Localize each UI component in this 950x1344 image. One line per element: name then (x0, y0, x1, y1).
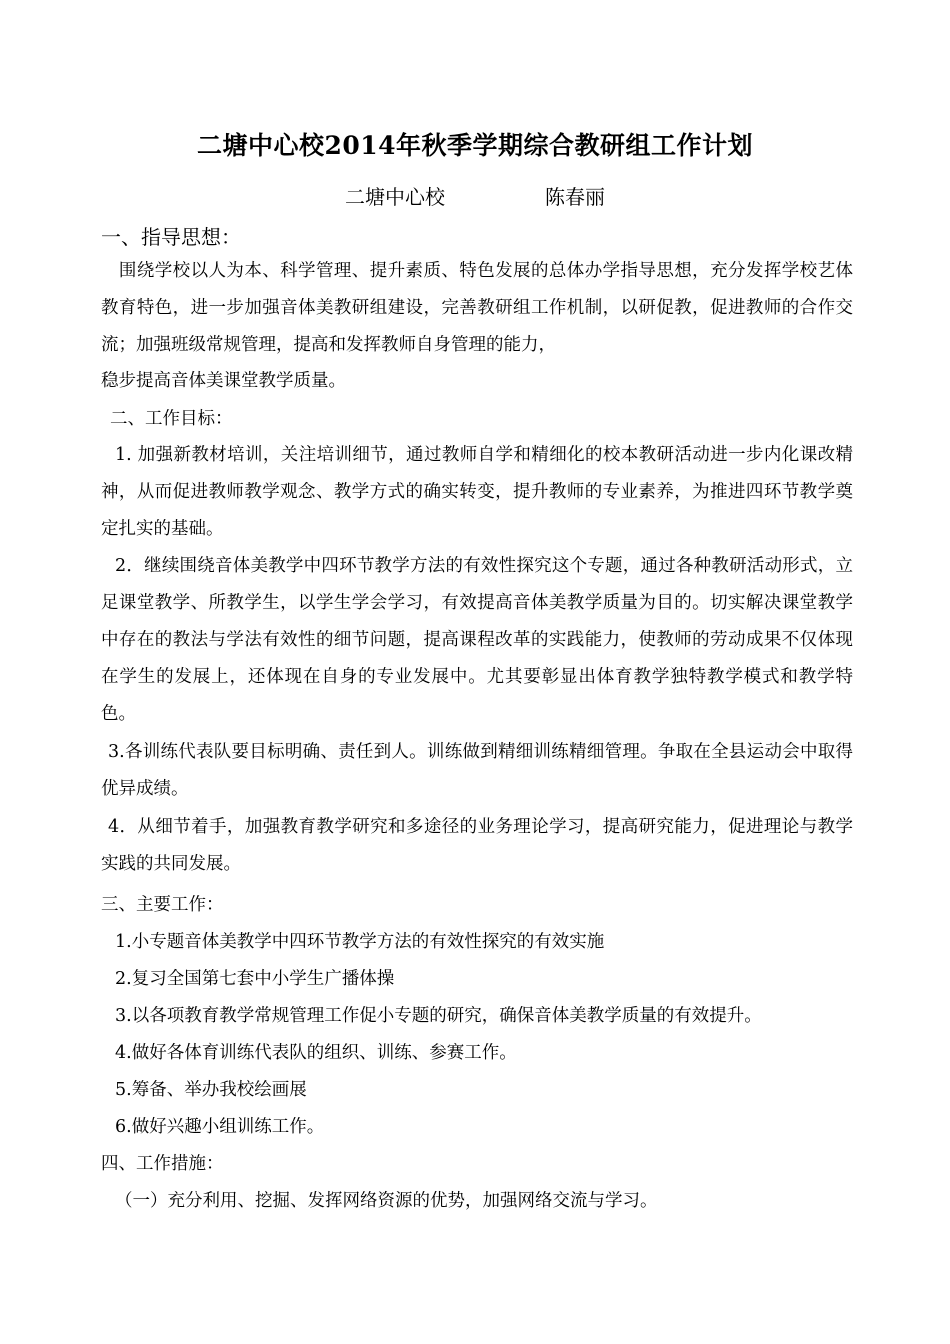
document-title: 二塘中心校2014年秋季学期综合教研组工作计划 (196, 131, 754, 160)
section-3-heading: 三、主要工作： (101, 895, 224, 915)
work-item-6: 6.做好兴趣小组训练工作。 (115, 1117, 325, 1137)
measure-item-1: （一）充分利用、挖掘、发挥网络资源的优势，加强网络交流与学习。 (115, 1191, 658, 1211)
work-item-1: 1.小专题音体美教学中四环节教学方法的有效性探究的有效实施 (115, 932, 605, 952)
goal-item-1: 1. 加强新教材培训，关注培训细节，通过教师自学和精细化的校本教研活动进一步内化课改精神，从而促进教师教学观念、教学方式的确实转变，提升教师的专业素养，为推进四环节教学奠定扎实的基础。 (101, 445, 853, 539)
work-item-5: 5.筹备、举办我校绘画展 (115, 1080, 307, 1100)
section-2-heading: 二、工作目标： (110, 409, 233, 429)
work-item-3: 3.以各项教育教学常规管理工作促小专题的研究，确保音体美教学质量的有效提升。 (115, 1006, 762, 1026)
work-item-2: 2.复习全国第七套中小学生广播体操 (115, 969, 395, 989)
section-1-paragraph-tail: 稳步提高音体美课堂教学质量。 (101, 371, 346, 391)
byline-school: 二塘中心校 (345, 185, 445, 209)
section-1-heading: 一、指导思想： (101, 225, 241, 249)
document-byline (0, 181, 950, 210)
goal-item-4: 4．从细节着手，加强教育教学研究和多途径的业务理论学习，提高研究能力，促进理论与教学实践的共同发展。 (101, 817, 853, 874)
section-1-paragraph: 围绕学校以人为本、科学管理、提升素质、特色发展的总体办学指导思想，充分发挥学校艺体教育特色，进一步加强音体美教研组建设，完善教研组工作机制，以研促教，促进教师的合作交流；加强班级常规管理，提高和发挥教师自身管理的能力， (101, 261, 853, 355)
goal-item-3: 3.各训练代表队要目标明确、责任到人。训练做到精细训练精细管理。争取在全县运动会中取得优异成绩。 (101, 742, 853, 799)
section-4-heading: 四、工作措施： (101, 1154, 224, 1174)
goal-item-2: 2．继续围绕音体美教学中四环节教学方法的有效性探究这个专题，通过各种教研活动形式，立足课堂教学、所教学生，以学生学会学习，有效提高音体美教学质量为目的。切实解决课堂教学中存在的教法与学法有效性的细节问题，提高课程改革的实践能力，使教师的劳动成果不仅体现在学生的发展上，还体现在自身的专业发展中。尤其要彰显出体育教学独特教学模式和教学特色。 (101, 556, 853, 724)
byline-author: 陈春丽 (545, 185, 605, 209)
work-item-4: 4.做好各体育训练代表队的组织、训练、参赛工作。 (115, 1043, 517, 1063)
